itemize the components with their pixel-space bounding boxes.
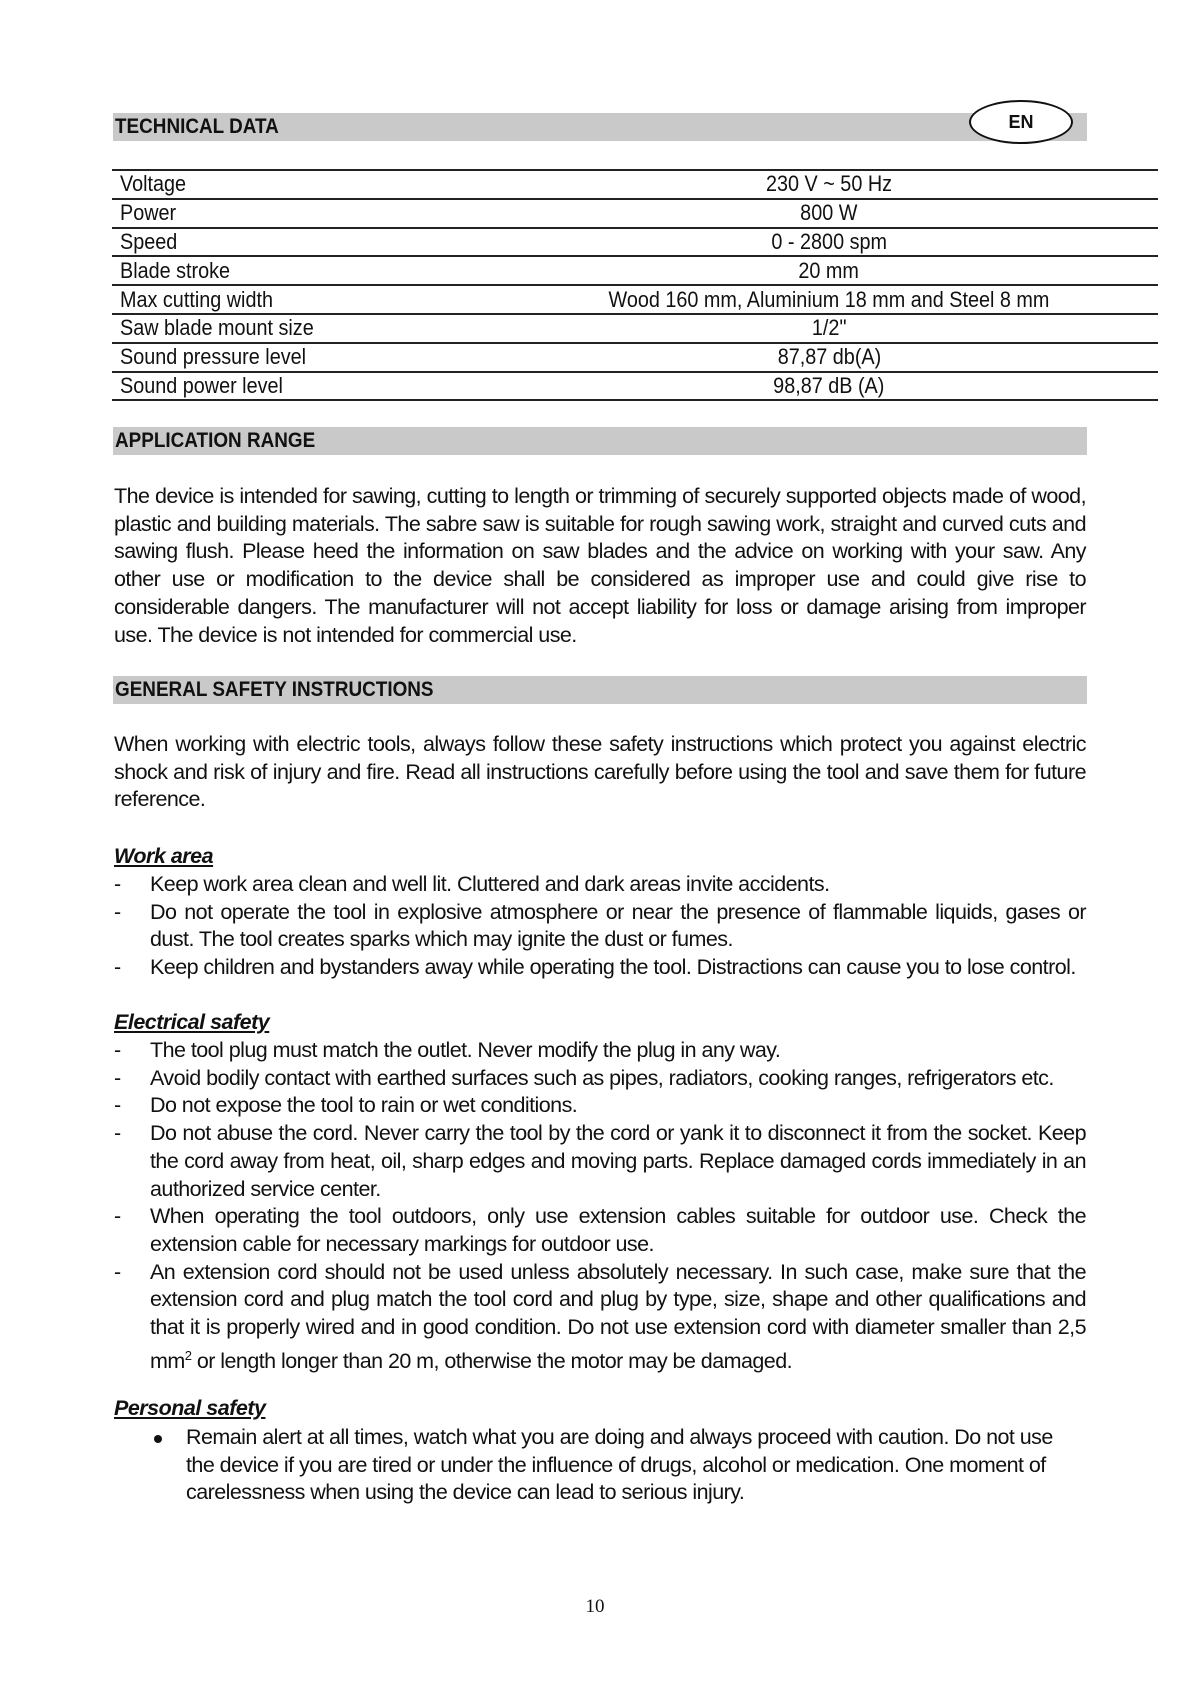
spec-label: Power [120, 200, 177, 226]
list-item: - Avoid bodily contact with earthed surfaces such as pipes, radiators, cooking ranges, refrigerators etc. [114, 1065, 1086, 1093]
spec-label: Voltage [120, 171, 187, 197]
table-row [112, 314, 1158, 343]
general-safety-intro: When working with electric tools, always follow these safety instructions which protect you against electric shock and risk of injury and fire. Read all instructions carefully before using the tool and save them for future reference. [114, 732, 1086, 812]
list-item: - Keep work area clean and well lit. Cluttered and dark areas invite accidents. [114, 871, 1086, 899]
table-row [112, 256, 1158, 285]
list-item-text: or length longer than 20 m, otherwise the motor may be damaged. [191, 1348, 793, 1373]
superscript: 2 [184, 1347, 192, 1363]
spec-label: Speed [120, 228, 178, 254]
spec-value: 230 V ~ 50 Hz [765, 171, 893, 197]
list-item: - Keep children and bystanders away while operating the tool. Distractions can cause you to lose control. [114, 954, 1086, 982]
spec-value: 800 W [800, 200, 858, 226]
list-item: - Do not expose the tool to rain or wet conditions. [114, 1092, 1086, 1120]
table-row [112, 170, 1158, 199]
section-title: APPLICATION RANGE [115, 429, 316, 452]
personal-safety-list [150, 1424, 1070, 1507]
spec-value: 98,87 dB (A) [773, 372, 885, 398]
spec-value: Wood 160 mm, Aluminium 18 mm and Steel 8 mm [608, 286, 1050, 312]
list-item: Remain alert at all times, watch what you are doing and always proceed with caution. Do not use the device if you are tired or under the influence of drugs, alcohol or medication. One moment of carelessness when using the device can lead to serious injury. [150, 1424, 1070, 1507]
electrical-safety-heading: Electrical safety [114, 1010, 270, 1034]
list-item: - Do not operate the tool in explosive atmosphere or near the presence of flammable liquids, gases or dust. The tool creates sparks which may ignite the dust or fumes. [114, 899, 1086, 954]
table-row [112, 228, 1158, 257]
table-row [112, 343, 1158, 372]
spec-label: Blade stroke [120, 257, 231, 283]
electrical-safety-list [114, 1037, 1086, 1376]
list-item: - Do not abuse the cord. Never carry the tool by the cord or yank it to disconnect it from the socket. Keep the cord away from heat, oil, sharp edges and moving parts. Replace damaged cords immediately in an authorized service center. [114, 1120, 1086, 1203]
table-row [112, 199, 1158, 228]
spec-value: 0 - 2800 spm [771, 228, 887, 254]
spec-label: Max cutting width [120, 286, 273, 312]
spec-value: 87,87 db(A) [777, 344, 881, 370]
table-row [112, 372, 1158, 401]
list-item [114, 1259, 1086, 1376]
page-number: 10 [585, 1596, 605, 1617]
section-header-technical-data [113, 113, 1087, 141]
spec-value: 1/2" [811, 315, 847, 341]
spec-label: Sound power level [120, 372, 283, 398]
table-row [112, 285, 1158, 314]
spec-label: Saw blade mount size [120, 315, 314, 341]
list-item: - The tool plug must match the outlet. Never modify the plug in any way. [114, 1037, 1086, 1065]
application-range-text: The device is intended for sawing, cutting to length or trimming of securely supported objects made of wood, plastic and building materials. The sabre saw is suitable for rough sawing work, straight and curved cuts and sawing flush. Please heed the information on saw blades and the advice on working with your saw. Any other use or modification to the device shall be considered as improper use and could give rise to considerable dangers. The manufacturer will not accept liability for loss or damage arising from improper use. The device is not intended for commercial use. [114, 484, 1086, 647]
section-header-general-safety [113, 676, 1087, 704]
section-title: GENERAL SAFETY INSTRUCTIONS [115, 678, 434, 701]
spec-value: 20 mm [798, 257, 860, 283]
spec-label: Sound pressure level [120, 344, 307, 370]
list-item-text: An extension cord should not be used unless absolutely necessary. In such case, make sure that the extension cord and plug match the tool cord and plug by type, size, shape and other qualifications and that it is properly wired and in good condition. Do not use extension cord with diameter smaller than 2,5 mm [150, 1259, 1086, 1373]
list-item: - When operating the tool outdoors, only use extension cables suitable for outdoor use. Check the extension cable for necessary markings for outdoor use. [114, 1203, 1086, 1258]
section-title: TECHNICAL DATA [115, 115, 279, 138]
work-area-list [114, 871, 1086, 982]
section-header-application-range [113, 427, 1087, 455]
language-badge: EN [969, 100, 1073, 144]
work-area-heading: Work area [114, 844, 214, 868]
personal-safety-heading: Personal safety [114, 1396, 266, 1420]
technical-data-table [112, 169, 1158, 401]
